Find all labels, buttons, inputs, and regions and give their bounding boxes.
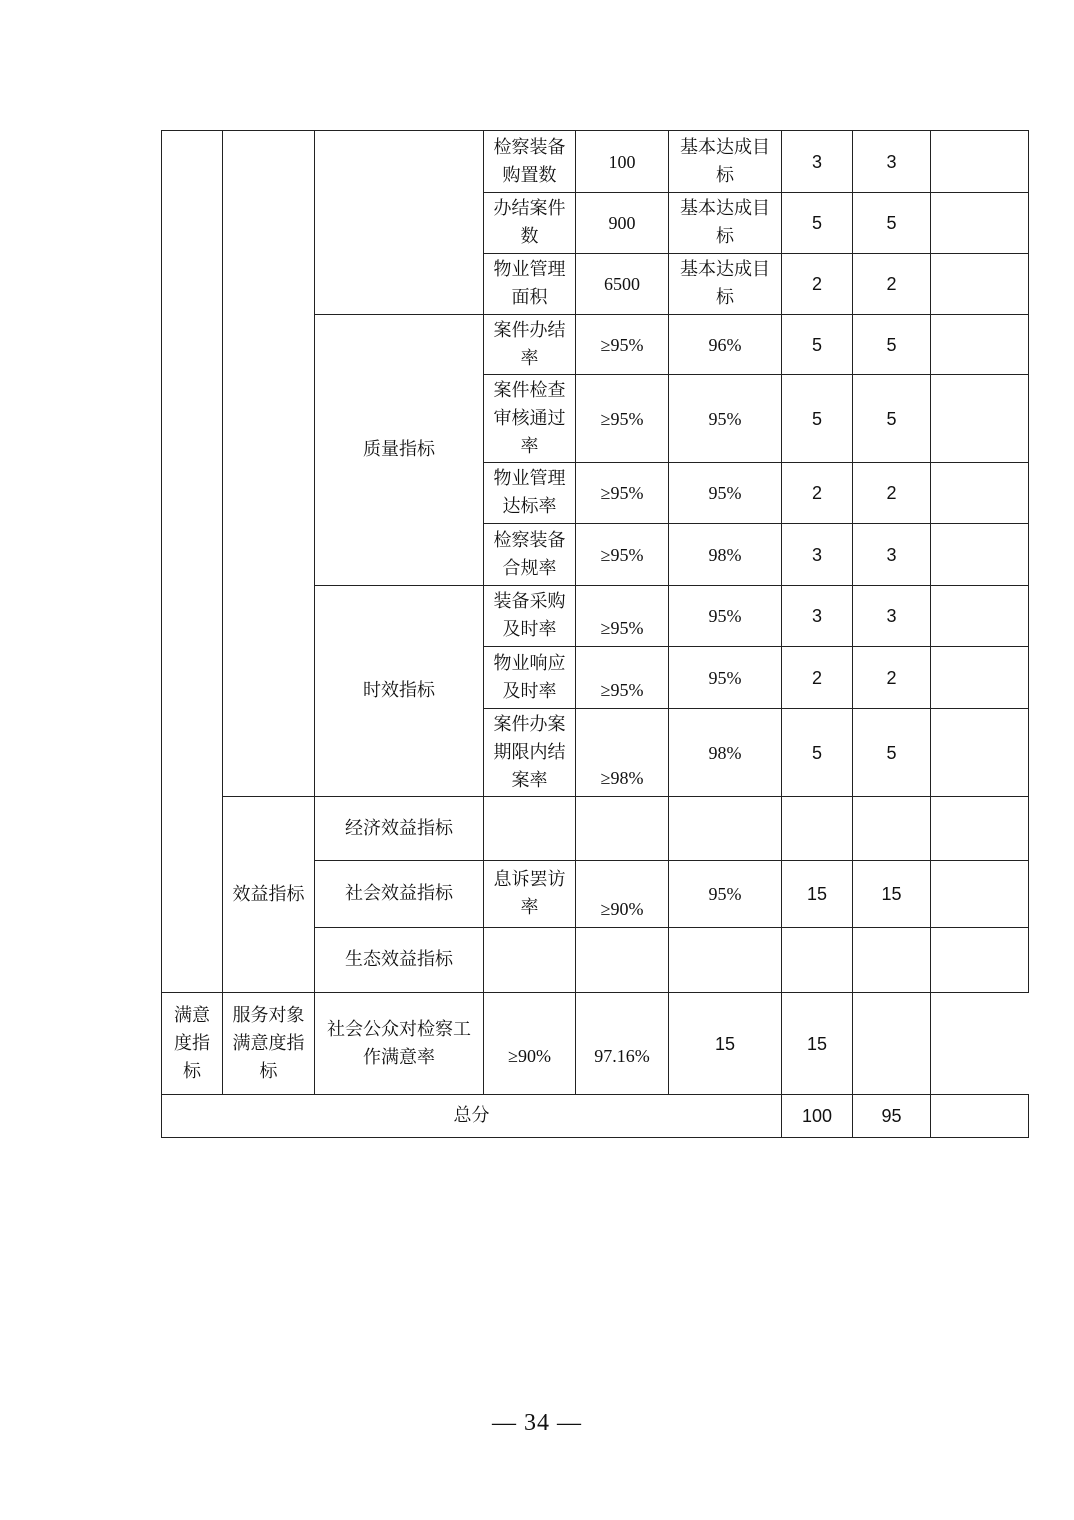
indicator-target: ≥95% <box>576 647 669 709</box>
indicator-name: 社会公众对检察工作满意率 <box>315 993 484 1095</box>
indicator-target: 900 <box>576 193 669 254</box>
indicator-actual: 95% <box>669 463 782 524</box>
economic-benefit-label: 经济效益指标 <box>315 797 484 861</box>
indicator-actual: 基本达成目标 <box>669 193 782 254</box>
indicator-score: 5 <box>853 193 931 254</box>
ecological-benefit-label: 生态效益指标 <box>315 928 484 993</box>
indicator-actual: 96% <box>669 315 782 375</box>
indicator-actual <box>669 928 782 993</box>
indicator-target: ≥95% <box>576 463 669 524</box>
indicator-remark <box>931 254 1029 315</box>
indicator-score <box>853 797 931 861</box>
indicator-actual: 95% <box>669 647 782 709</box>
indicator-actual: 95% <box>669 375 782 463</box>
social-benefit-label: 社会效益指标 <box>315 861 484 928</box>
indicator-name: 装备采购及时率 <box>484 586 576 647</box>
indicator-weight: 5 <box>782 193 853 254</box>
indicator-actual: 97.16% <box>576 993 669 1095</box>
indicator-remark <box>931 375 1029 463</box>
indicator-target <box>576 797 669 861</box>
performance-table <box>161 130 1029 1138</box>
indicator-weight: 2 <box>782 463 853 524</box>
total-score: 95 <box>853 1095 931 1138</box>
indicator-name: 案件检查审核通过率 <box>484 375 576 463</box>
indicator-target: ≥95% <box>576 524 669 586</box>
indicator-score: 15 <box>782 993 853 1095</box>
indicator-weight <box>782 928 853 993</box>
indicator-name: 物业管理达标率 <box>484 463 576 524</box>
indicator-weight <box>782 797 853 861</box>
indicator-remark <box>931 131 1029 193</box>
indicator-remark <box>931 709 1029 797</box>
total-label: 总分 <box>162 1095 782 1138</box>
indicator-target: ≥95% <box>576 375 669 463</box>
indicator-name: 检察装备购置数 <box>484 131 576 193</box>
indicator-target: 100 <box>576 131 669 193</box>
indicator-remark <box>931 524 1029 586</box>
indicator-actual <box>669 797 782 861</box>
indicator-weight: 2 <box>782 254 853 315</box>
indicator-score: 5 <box>853 315 931 375</box>
indicator-remark <box>931 647 1029 709</box>
indicator-name: 物业管理面积 <box>484 254 576 315</box>
indicator-remark <box>931 463 1029 524</box>
level2-category-cell <box>223 131 315 797</box>
indicator-name: 物业响应及时率 <box>484 647 576 709</box>
service-satisfaction-label: 服务对象满意度指标 <box>223 993 315 1095</box>
table-row <box>162 131 1029 193</box>
level3-category-cell <box>315 131 484 315</box>
indicator-score: 3 <box>853 524 931 586</box>
indicator-actual: 95% <box>669 861 782 928</box>
indicator-remark <box>931 928 1029 993</box>
page-number: — 34 — <box>492 1410 582 1436</box>
indicator-weight: 5 <box>782 315 853 375</box>
indicator-name <box>484 797 576 861</box>
timeliness-indicator-label: 时效指标 <box>315 586 484 797</box>
indicator-weight: 3 <box>782 524 853 586</box>
indicator-remark <box>931 861 1029 928</box>
indicator-weight: 15 <box>669 993 782 1095</box>
level1-category-cell <box>162 131 223 993</box>
indicator-actual: 95% <box>669 586 782 647</box>
indicator-target: 6500 <box>576 254 669 315</box>
indicator-target: ≥98% <box>576 709 669 797</box>
indicator-name: 案件办结率 <box>484 315 576 375</box>
indicator-name: 办结案件数 <box>484 193 576 254</box>
indicator-score: 2 <box>853 463 931 524</box>
quality-indicator-label: 质量指标 <box>315 315 484 586</box>
indicator-remark <box>931 193 1029 254</box>
indicator-actual: 基本达成目标 <box>669 254 782 315</box>
satisfaction-indicator-label: 满意度指标 <box>162 993 223 1095</box>
indicator-target: ≥90% <box>576 861 669 928</box>
indicator-weight: 15 <box>782 861 853 928</box>
indicator-score: 2 <box>853 254 931 315</box>
indicator-target <box>576 928 669 993</box>
indicator-score: 5 <box>853 375 931 463</box>
indicator-weight: 5 <box>782 375 853 463</box>
indicator-score: 5 <box>853 709 931 797</box>
benefit-indicator-label: 效益指标 <box>223 797 315 993</box>
indicator-weight: 3 <box>782 131 853 193</box>
total-remark <box>931 1095 1029 1138</box>
table-row <box>162 797 1029 861</box>
indicator-score: 3 <box>853 131 931 193</box>
indicator-score: 2 <box>853 647 931 709</box>
total-weight: 100 <box>782 1095 853 1138</box>
table-row <box>162 993 1029 1095</box>
indicator-weight: 5 <box>782 709 853 797</box>
indicator-weight: 3 <box>782 586 853 647</box>
indicator-actual: 基本达成目标 <box>669 131 782 193</box>
indicator-name <box>484 928 576 993</box>
indicator-remark <box>931 586 1029 647</box>
indicator-score: 15 <box>853 861 931 928</box>
indicator-remark <box>853 993 931 1095</box>
indicator-name: 检察装备合规率 <box>484 524 576 586</box>
indicator-target: ≥95% <box>576 586 669 647</box>
indicator-score: 3 <box>853 586 931 647</box>
indicator-remark <box>931 797 1029 861</box>
indicator-name: 息诉罢访率 <box>484 861 576 928</box>
indicator-actual: 98% <box>669 524 782 586</box>
indicator-weight: 2 <box>782 647 853 709</box>
indicator-actual: 98% <box>669 709 782 797</box>
indicator-name: 案件办案期限内结案率 <box>484 709 576 797</box>
indicator-target: ≥95% <box>576 315 669 375</box>
indicator-remark <box>931 315 1029 375</box>
indicator-target: ≥90% <box>484 993 576 1095</box>
indicator-score <box>853 928 931 993</box>
total-row <box>162 1095 1029 1138</box>
